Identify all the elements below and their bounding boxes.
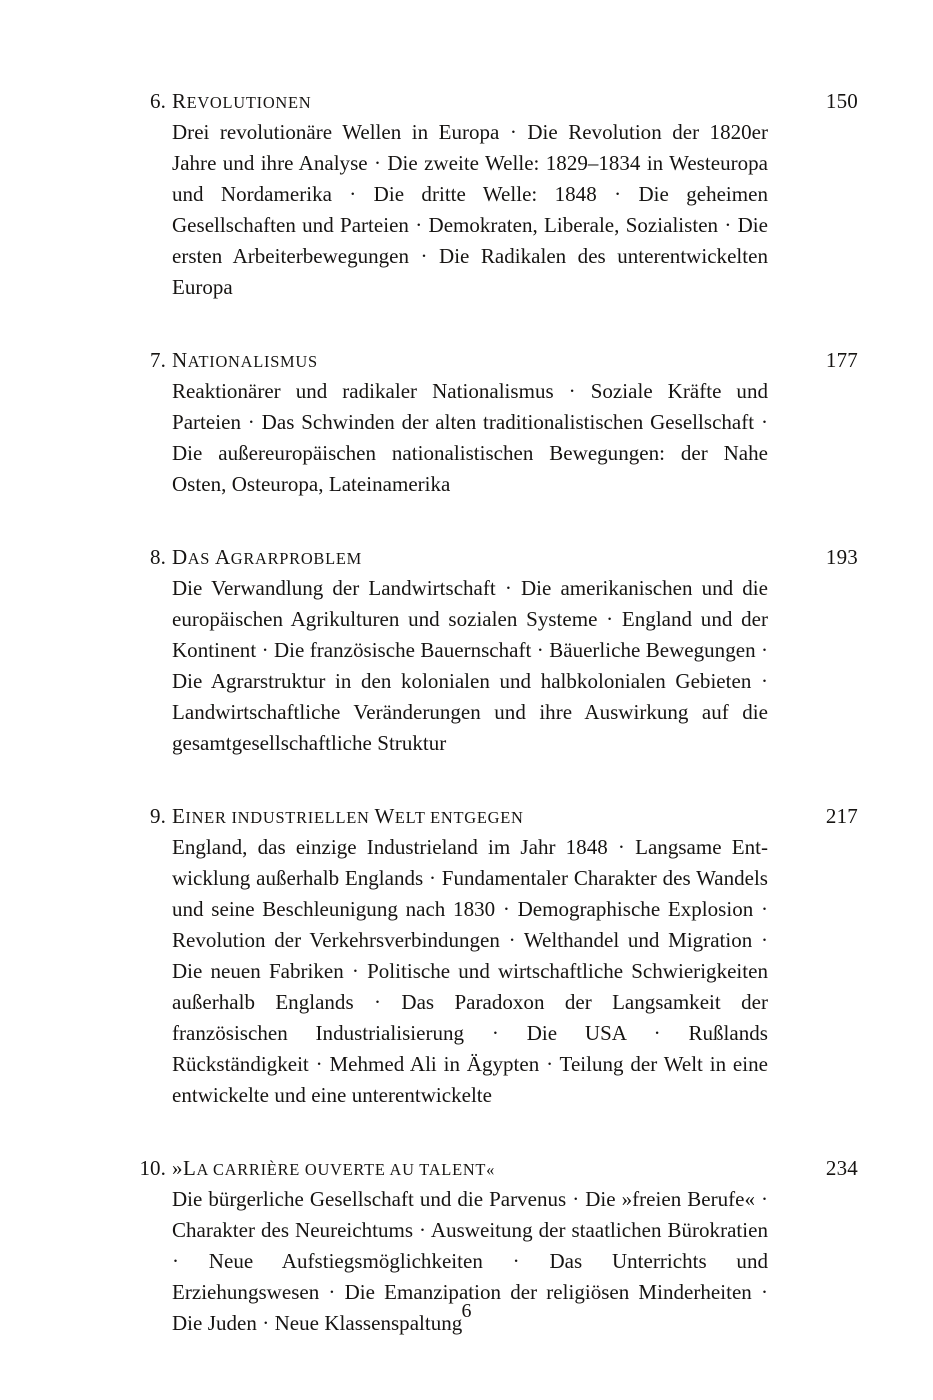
toc-entry-10-title [172,1153,495,1185]
toc-entry-8-number: 8. [150,545,166,569]
toc-entry-8-title-rest: AS [187,549,216,568]
table-of-contents-list [133,86,858,1339]
toc-entry-6[interactable] [133,86,858,303]
toc-entry-10-description: Die bürgerliche Gesellschaft und die Parvenus · Die »freien Berufe« · Charakter des Neureichtums · Ausweitung der staatlichen Bürokratien · Neue Aufstiegsmöglichkeiten · Das Unterrichts und Erziehungswesen · Die Emanzipation der religiösen Minderheiten · Die Juden · Neue Klassenspaltung [172,1187,768,1335]
toc-entry-7-title [172,345,318,377]
page-folio-number: 6 [461,1300,472,1322]
toc-entry-9-title-rest: INER INDUSTRIELLEN [185,808,375,827]
toc-entry-8-page-number: 193 [825,545,858,569]
toc-entry-9-page-number: 217 [825,804,858,828]
toc-entry-6-title-lead: R [172,89,187,113]
toc-entry-10-title-rest: A CARRIÈRE OUVERTE AU TALENT« [196,1160,496,1179]
toc-entry-9-number: 9. [150,804,166,828]
toc-entry-9-title-lead: E [172,804,186,828]
toc-entry-7-title-rest: ATIONALISMUS [187,352,318,371]
toc-entry-6-description: Drei revolutionäre Wellen in Europa · Die Revolution der 1820er Jahre und ihre Analyse · Die zweite Welle: 1829–1834 in Westeuropa und Nordamerika · Die dritte Welle: 1848 · Die geheimen Gesellschaften und Parteien · Demokraten, Liberale, Sozialisten · Die ersten Arbeiterbewegungen · Die Radikalen des unterentwickelten Europa [172,120,768,299]
toc-entry-8[interactable] [133,542,858,759]
toc-entry-7-description: Reaktionärer und radikaler Nationalismus · Soziale Kräfte und Parteien · Das Schwinden der alten traditionalistischen Gesellschaft · Die außereuropäischen nationalistischen Bewegungen: der Nahe Osten, Osteuropa, Lateinamerika [172,379,768,496]
toc-entry-9[interactable] [133,801,858,1111]
toc-entry-9-title-lead2: W [374,804,395,828]
toc-entry-8-title-lead2: A [215,545,231,569]
toc-entry-9-description: England, das einzige Industrieland im Jahr 1848 · Langsame Entwicklung außerhalb Englands · Fundamentaler Charakter des Wandels und seine Beschleunigung nach 1830 · Demographische Explosion · Revolution der Verkehrsverbindungen · Welthandel und Migration · Die neuen Fabriken · Politische und wirtschaftliche Schwierigkeiten außerhalb Englands · Das Paradoxon der Langsamkeit der französischen Industrialisierung · Die USA · Rußlands Rückständigkeit · Mehmed Ali in Ägypten · Teilung der Welt in eine entwickelte und eine unterentwickelte [172,835,768,1107]
toc-entry-8-title [172,542,362,574]
toc-entry-7[interactable] [133,345,858,500]
toc-entry-6-page-number: 150 [825,89,858,113]
toc-entry-7-heading [150,345,858,376]
toc-entry-7-title-lead: N [172,348,188,372]
toc-entry-10-number: 10. [139,1156,166,1180]
toc-entry-9-heading [150,801,858,832]
toc-entry-6-heading [150,86,858,117]
toc-entry-8-description: Die Verwandlung der Landwirtschaft · Die amerikanischen und die europäischen Agrikulturen und sozialen Systeme · England und der Kontinent · Die französische Bauernschaft · Bäuerliche Bewegungen · Die Agrarstruktur in den kolonialen und halbkolonialen Gebieten · Landwirtschaftliche Veränderungen und ihre Auswirkung auf die gesamtgesellschaftliche Struktur [172,576,768,755]
toc-entry-6-title [172,86,311,118]
toc-entry-10-title-lead: »L [172,1156,197,1180]
toc-entry-6-number: 6. [150,89,166,113]
toc-entry-8-title-rest2: GRARPROBLEM [230,549,362,568]
toc-entry-8-title-lead: D [172,545,188,569]
toc-entry-10-page-number: 234 [825,1156,858,1180]
toc-entry-10-heading [139,1153,858,1184]
toc-entry-6-title-rest: EVOLUTIONEN [186,93,312,112]
toc-entry-9-title [172,801,524,833]
toc-entry-8-heading [150,542,858,573]
toc-entry-7-page-number: 177 [825,348,858,372]
toc-entry-7-number: 7. [150,348,166,372]
toc-entry-9-title-rest2: ELT ENTGEGEN [394,808,524,827]
